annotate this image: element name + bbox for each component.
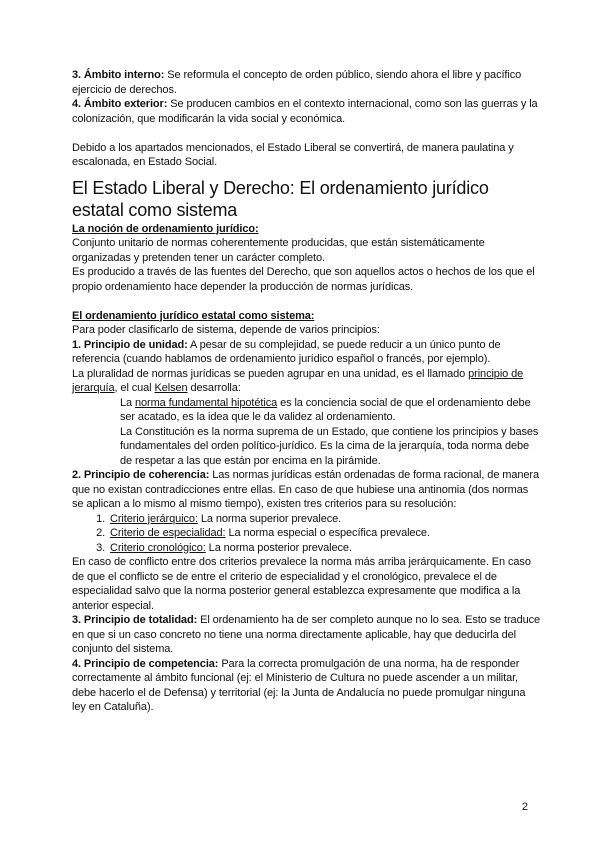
underlined-term: norma fundamental hipotética [135,396,278,409]
principle-label: 1. Principio de unidad: [72,338,188,351]
criterion-name: Criterio cronológico: [110,541,206,554]
principle-coherencia [72,468,542,512]
principle-text: Las normas jurídicas están ordenadas de forma racional, de manera que no existan contradicciones entre ellas. En caso de que hubiese una antinomia (dos normas se aplican a lo mismo al mismo tiempo), existen tres criterios para su resolución: [72,469,539,510]
item-text: Se producen cambios en el contexto internacional, como son las guerras y la colonización, que modificarán la vida social y económica. [72,98,538,125]
principle-unidad [72,338,542,367]
document-page [72,68,542,715]
item-label: 4. Ámbito exterior: [72,98,168,110]
criterion-name: Criterio de especialidad: [110,527,226,539]
principle-text: A pesar de su complejidad, se puede reducir a un único punto de referencia (cuando hablamos de ordenamiento jurídico español o francés, por ejemplo). [72,338,501,365]
criterion-text: La norma superior prevalece. [197,512,342,525]
principle-text: El ordenamiento ha de ser completo aunque no lo sea. Esto se traduce en que si un caso concreto no tiene una norma directamente aplicable, hay que deducirla del conjunto del sistema. [72,614,541,655]
section-title: El Estado Liberal y Derecho: El ordenamiento jurídico estatal como sistema [72,177,489,220]
criterion-text: La norma posterior prevalece. [205,541,352,554]
list-item [108,512,542,527]
principle-text: Para la correcta promulgación de una norma, ha de responder correctamente al ámbito funcional (ej: el Ministerio de Cultura no puede ascender a un militar, debe hacerlo el de Defensa) y territorial (ej: la Junta de Andalucía no puede promulgar ninguna ley en Cataluña). [72,657,526,713]
paragraph: En caso de conflicto entre dos criterios prevalece la norma más arriba jerárquicamente. En caso de que el conflicto se de entre el criterio de especialidad y el cronológico, prevalece el de especialidad salvo que la norma posterior general establezca expresamente que modifica a la anterior especial. [72,556,531,612]
list-item [108,541,542,556]
criterion-name: Criterio jerárquico: [110,512,198,525]
principle-competencia [72,657,542,715]
list-item [108,526,542,541]
text: desarrolla: [187,382,241,394]
item-label: 3. Ámbito interno: [72,69,165,81]
paragraph: Es producido a través de las fuentes del Derecho, que son aquellos actos o hechos de los que el propio ordenamiento hace depender la producción de normas jurídicas. [72,266,535,293]
indented-paragraph [72,396,542,425]
conclusion-paragraph: Debido a los apartados mencionados, el Estado Liberal se convertirá, de manera paulatina y escalonada, en Estado Social. [72,141,514,168]
underlined-term: Kelsen [154,382,188,394]
principle-label: 3. Principio de totalidad: [72,614,198,626]
text: es la conciencia social de que el ordenamiento debe ser acatado, es la idea que le da validez al ordenamiento. [120,396,531,423]
item-ambito-interno [72,68,542,97]
paragraph: Conjunto unitario de normas coherentemente producidas, que están sistemáticamente organizadas y pretenden tener un carácter completo. [72,237,485,264]
item-text: Se reformula el concepto de orden público, siendo ahora el libre y pacífico ejercicio de derechos. [72,69,522,96]
subsection-heading: El ordenamiento jurídico estatal como sistema: [72,309,315,322]
item-ambito-exterior [72,97,542,126]
paragraph: Para poder clasificarlo de sistema, depende de varios principios: [72,324,380,336]
criterion-text: La norma especial o específica prevalece. [225,527,430,539]
paragraph [72,367,542,396]
criteria-list [72,512,542,556]
subsection-heading: La noción de ordenamiento jurídico: [72,222,259,235]
principle-totalidad [72,613,542,657]
text: La pluralidad de normas jurídicas se pueden agrupar en una unidad, es el llamado [72,367,469,380]
page-number: 2 [521,801,528,813]
underlined-term: principio de jerarquía [72,367,524,394]
text: La [120,396,135,409]
text: , el cual [114,382,155,394]
indented-paragraph: La Constitución es la norma suprema de un Estado, que contiene los principios y bases fundamentales del orden político-jurídico. Es la cima de la jerarquía, toda norma debe de respetar a las que están por encima en la pirámide. [120,425,539,467]
principle-label: 2. Principio de coherencia: [72,469,210,481]
principle-label: 4. Principio de competencia: [72,657,219,670]
